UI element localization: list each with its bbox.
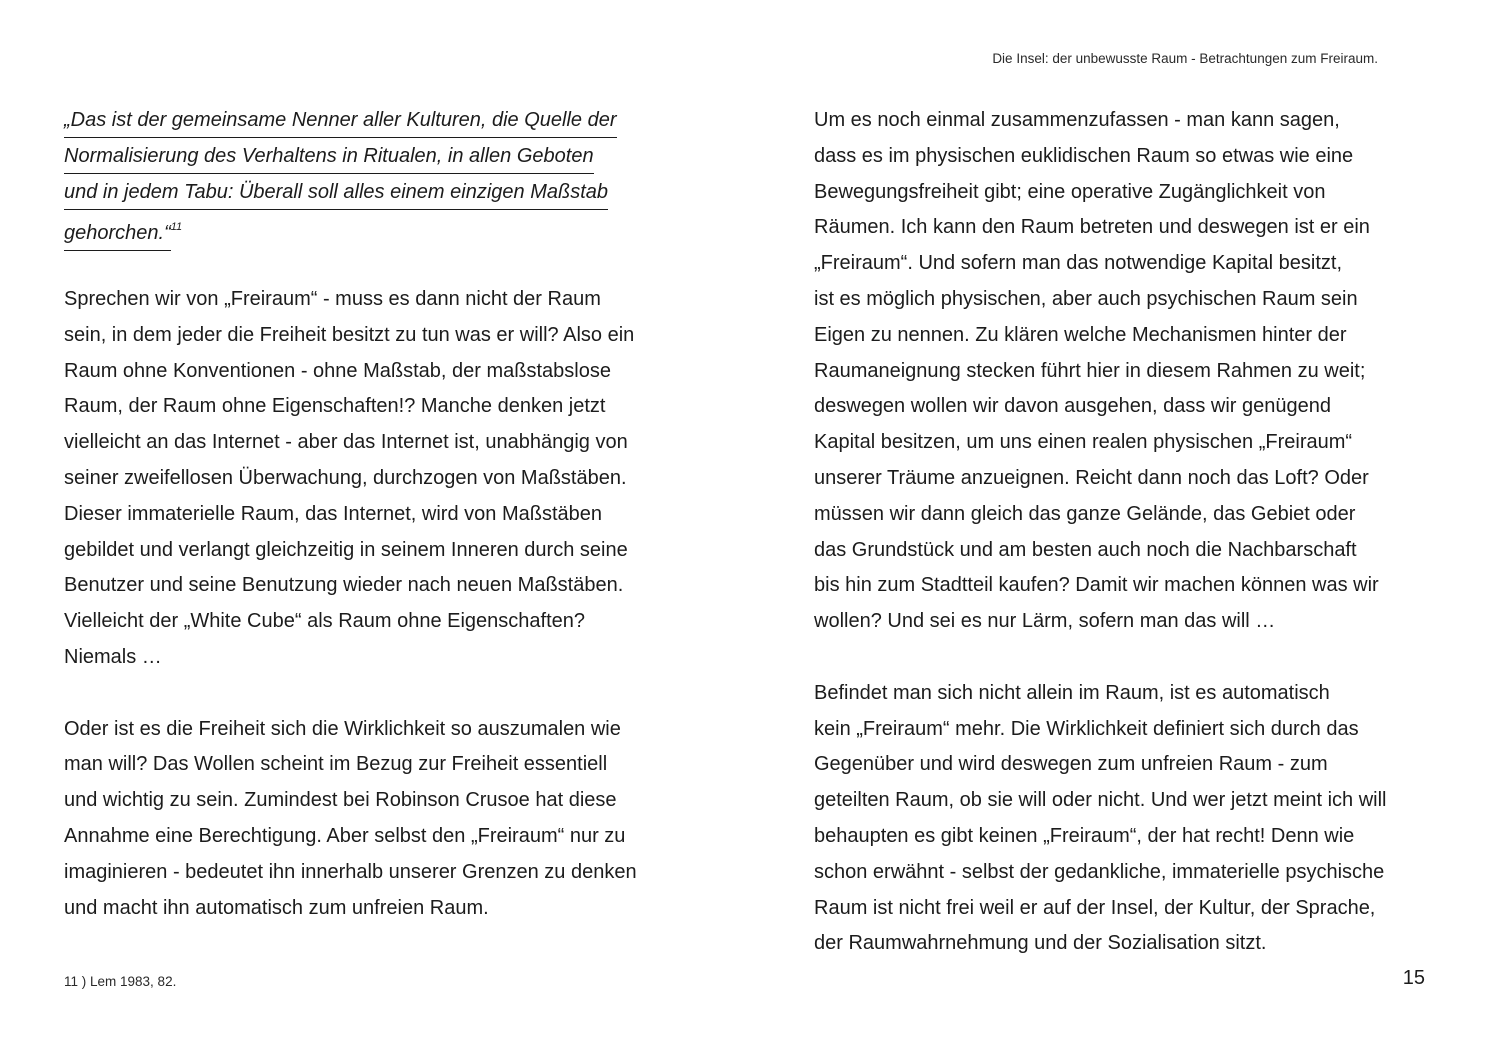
text-line: geteilten Raum, ob sie will oder nicht. Und wer jetzt meint ich will bbox=[814, 789, 1387, 812]
text-line: das Grundstück und am besten auch noch die Nachbarschaft bbox=[814, 538, 1357, 561]
text-line: unserer Träume anzueignen. Reicht dann noch das Loft? Oder bbox=[814, 466, 1369, 489]
text-line: müssen wir dann gleich das ganze Gelände, das Gebiet oder bbox=[814, 502, 1356, 525]
right-page-text bbox=[814, 103, 1454, 962]
text-line: kein „Freiraum“ mehr. Die Wirklichkeit definiert sich durch das bbox=[814, 717, 1359, 740]
paragraph bbox=[64, 282, 704, 676]
text-line: ist es möglich physischen, aber auch psychischen Raum sein bbox=[814, 287, 1358, 310]
text-line: Vielleicht der „White Cube“ als Raum ohne Eigenschaften? bbox=[64, 610, 586, 633]
text-line: Sprechen wir von „Freiraum“ - muss es dann nicht der Raum bbox=[64, 287, 601, 310]
text-line: dass es im physischen euklidischen Raum so etwas wie eine bbox=[814, 144, 1354, 167]
text-line: gebildet und verlangt gleichzeitig in seinem Inneren durch seine bbox=[64, 538, 628, 561]
text-line: Niemals … bbox=[64, 645, 162, 668]
paragraph bbox=[814, 103, 1454, 640]
quote-line: gehorchen.“$^{11}$ bbox=[64, 210, 704, 246]
text-line: Raum, der Raum ohne Eigenschaften!? Manche denken jetzt bbox=[64, 395, 606, 418]
paragraph bbox=[814, 676, 1454, 962]
text-line: Gegenüber und wird deswegen zum unfreien Raum - zum bbox=[814, 753, 1328, 776]
text-line: Raum ist nicht frei weil er auf der Insel, der Kultur, der Sprache, bbox=[814, 896, 1376, 919]
quote-line: Normalisierung des Verhaltens in Ritualen, in allen Geboten bbox=[64, 139, 704, 175]
text-line: Eigen zu nennen. Zu klären welche Mechanismen hinter der bbox=[814, 323, 1347, 346]
text-line: schon erwähnt - selbst der gedankliche, immaterielle psychische bbox=[814, 860, 1385, 883]
paragraph bbox=[64, 712, 704, 927]
text-line: vielleicht an das Internet - aber das Internet ist, unabhängig von bbox=[64, 431, 628, 454]
block-quote bbox=[64, 103, 704, 246]
text-line: der Raumwahrnehmung und der Sozialisation sitzt. bbox=[814, 932, 1267, 955]
text-line: Um es noch einmal zusammenzufassen - man kann sagen, bbox=[814, 109, 1340, 131]
text-line: man will? Das Wollen scheint im Bezug zur Freiheit essentiell bbox=[64, 753, 608, 776]
text-line: und wichtig zu sein. Zumindest bei Robinson Crusoe hat diese bbox=[64, 789, 617, 812]
text-line: imaginieren - bedeutet ihn innerhalb unserer Grenzen zu denken bbox=[64, 860, 637, 883]
footnote: 11 ) Lem 1983, 82. bbox=[64, 974, 177, 989]
text-line: Raum ohne Konventionen - ohne Maßstab, der maßstabslose bbox=[64, 359, 611, 382]
text-line: Oder ist es die Freiheit sich die Wirklichkeit so auszumalen wie bbox=[64, 717, 621, 740]
text-line: Benutzer und seine Benutzung wieder nach neuen Maßstäben. bbox=[64, 574, 624, 597]
left-page-text bbox=[64, 103, 704, 926]
quote-line: „Das ist der gemeinsame Nenner aller Kulturen, die Quelle der bbox=[64, 103, 704, 139]
text-line: deswegen wollen wir davon ausgehen, dass wir genügend bbox=[814, 395, 1332, 418]
text-line: Annahme eine Berechtigung. Aber selbst den „Freiraum“ nur zu bbox=[64, 824, 626, 847]
text-line: Kapital besitzen, um uns einen realen physischen „Freiraum“ bbox=[814, 431, 1353, 454]
text-line: bis hin zum Stadtteil kaufen? Damit wir machen können was wir bbox=[814, 574, 1379, 597]
text-line: sein, in dem jeder die Freiheit besitzt zu tun was er will? Also ein bbox=[64, 323, 635, 346]
running-header: Die Insel: der unbewusste Raum - Betrachtungen zum Freiraum. bbox=[992, 51, 1378, 66]
text-line: Dieser immaterielle Raum, das Internet, wird von Maßstäben bbox=[64, 502, 602, 525]
text-line: Bewegungsfreiheit gibt; eine operative Zugänglichkeit von bbox=[814, 180, 1326, 203]
text-line: und macht ihn automatisch zum unfreien Raum. bbox=[64, 896, 489, 919]
text-line: Befindet man sich nicht allein im Raum, ist es automatisch bbox=[814, 681, 1330, 704]
text-line: „Freiraum“. Und sofern man das notwendige Kapital besitzt, bbox=[814, 252, 1343, 275]
page-number: 15 bbox=[1402, 967, 1425, 989]
text-line: Räumen. Ich kann den Raum betreten und deswegen ist er ein bbox=[814, 216, 1370, 239]
footnote-reference: 11 bbox=[170, 221, 183, 234]
text-line: seiner zweifellosen Überwachung, durchzogen von Maßstäben. bbox=[64, 466, 627, 489]
text-line: behaupten es gibt keinen „Freiraum“, der hat recht! Denn wie bbox=[814, 824, 1355, 847]
text-line: wollen? Und sei es nur Lärm, sofern man das will … bbox=[814, 610, 1276, 633]
text-line: Raumaneignung stecken führt hier in diesem Rahmen zu weit; bbox=[814, 359, 1366, 382]
quote-line: und in jedem Tabu: Überall soll alles einem einzigen Maßstab bbox=[64, 175, 704, 211]
